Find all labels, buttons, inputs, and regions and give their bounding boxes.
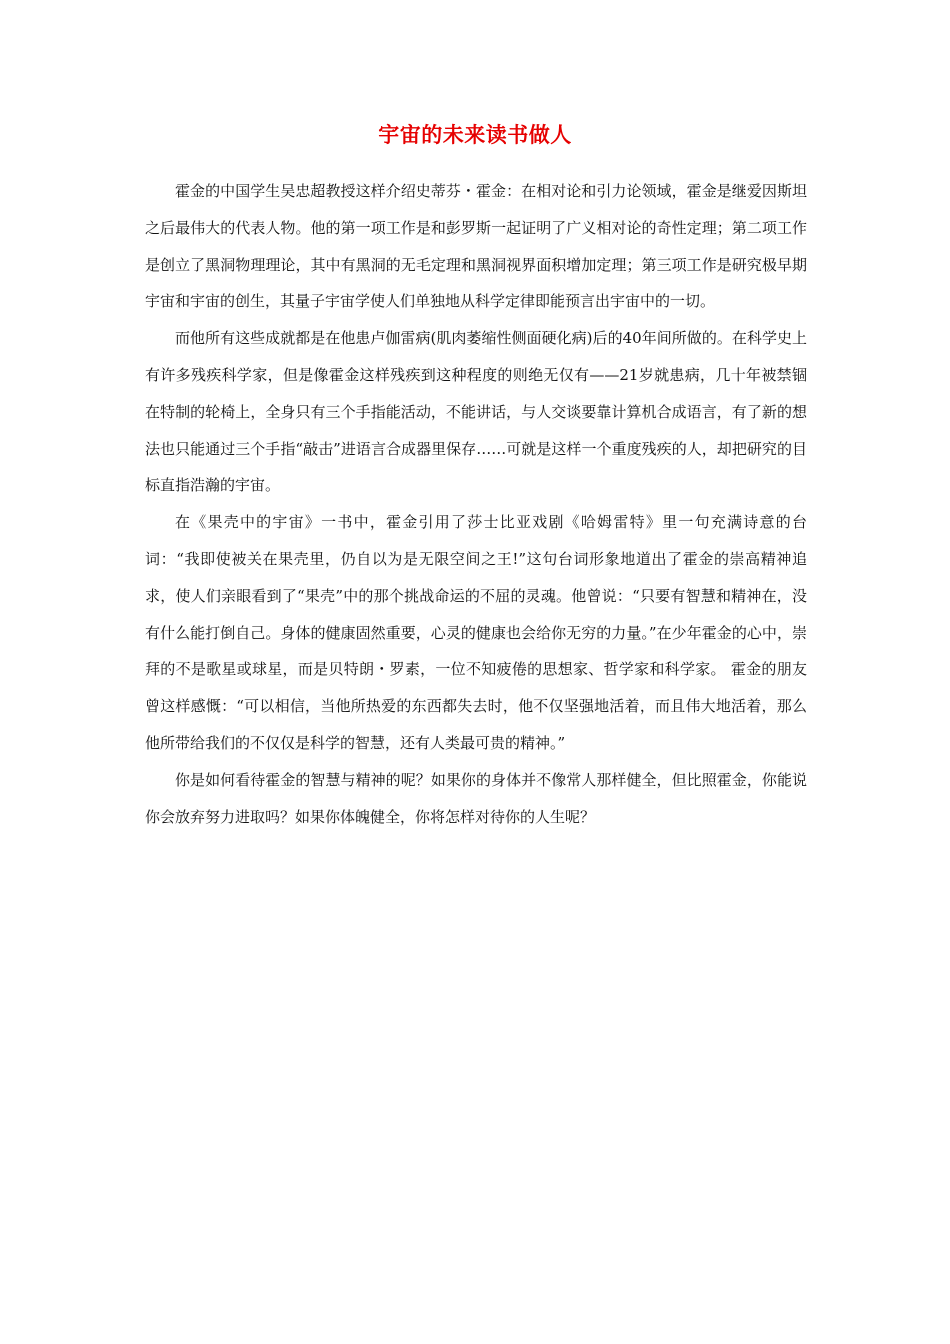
paragraph-4: 你是如何看待霍金的智慧与精神的呢？如果你的身体并不像常人那样健全，但比照霍金，你能说你会放弃努力进取吗？如果你体魄健全，你将怎样对待你的人生呢？ — [145, 770, 807, 826]
article-body — [145, 173, 807, 835]
paragraph-1: 霍金的中国学生吴忠超教授这样介绍史蒂芬・霍金：在相对论和引力论领域，霍金是继爱因斯坦之后最伟大的代表人物。他的第一项工作是和彭罗斯一起证明了广义相对论的奇性定理；第二项工作是创立了黑洞物理理论，其中有黑洞的无毛定理和黑洞视界面积增加定理；第三项工作是研究极早期宇宙和宇宙的创生，其量子宇宙学使人们单独地从科学定律即能预言出宇宙中的一切。 — [145, 182, 807, 311]
paragraph-2: 而他所有这些成就都是在他患卢伽雷病(肌肉萎缩性侧面硬化病)后的40年间所做的。在科学史上有许多残疾科学家，但是像霍金这样残疾到这种程度的则绝无仅有——21岁就患病，几十年被禁锢在特制的轮椅上，全身只有三个手指能活动，不能讲话，与人交谈要靠计算机合成语言，有了新的想法也只能通过三个手指“敲击”进语言合成器里保存……可就是这样一个重度残疾的人，却把研究的目标直指浩瀚的宇宙。 — [145, 329, 807, 495]
page-title: 宇宙的未来读书做人 — [378, 122, 572, 147]
paragraph-3: 在《果壳中的宇宙》一书中，霍金引用了莎士比亚戏剧《哈姆雷特》里一句充满诗意的台词：“我即使被关在果壳里，仍自以为是无限空间之王!”这句台词形象地道出了霍金的崇高精神追求，使人们亲眼看到了“果壳”中的那个挑战命运的不屈的灵魂。他曾说：“只要有智慧和精神在，没有什么能打倒自己。身体的健康固然重要，心灵的健康也会给你无穷的力量。”在少年霍金的心中，崇拜的不是歌星或球星，而是贝特朗・罗素，一位不知疲倦的思想家、哲学家和科学家。 霍金的朋友曾这样感慨：“可以相信，当他所热爱的东西都失去时，他不仅坚强地活着，而且伟大地活着，那么他所带给我们的不仅仅是科学的智慧，还有人类最可贵的精神。” — [145, 513, 807, 752]
